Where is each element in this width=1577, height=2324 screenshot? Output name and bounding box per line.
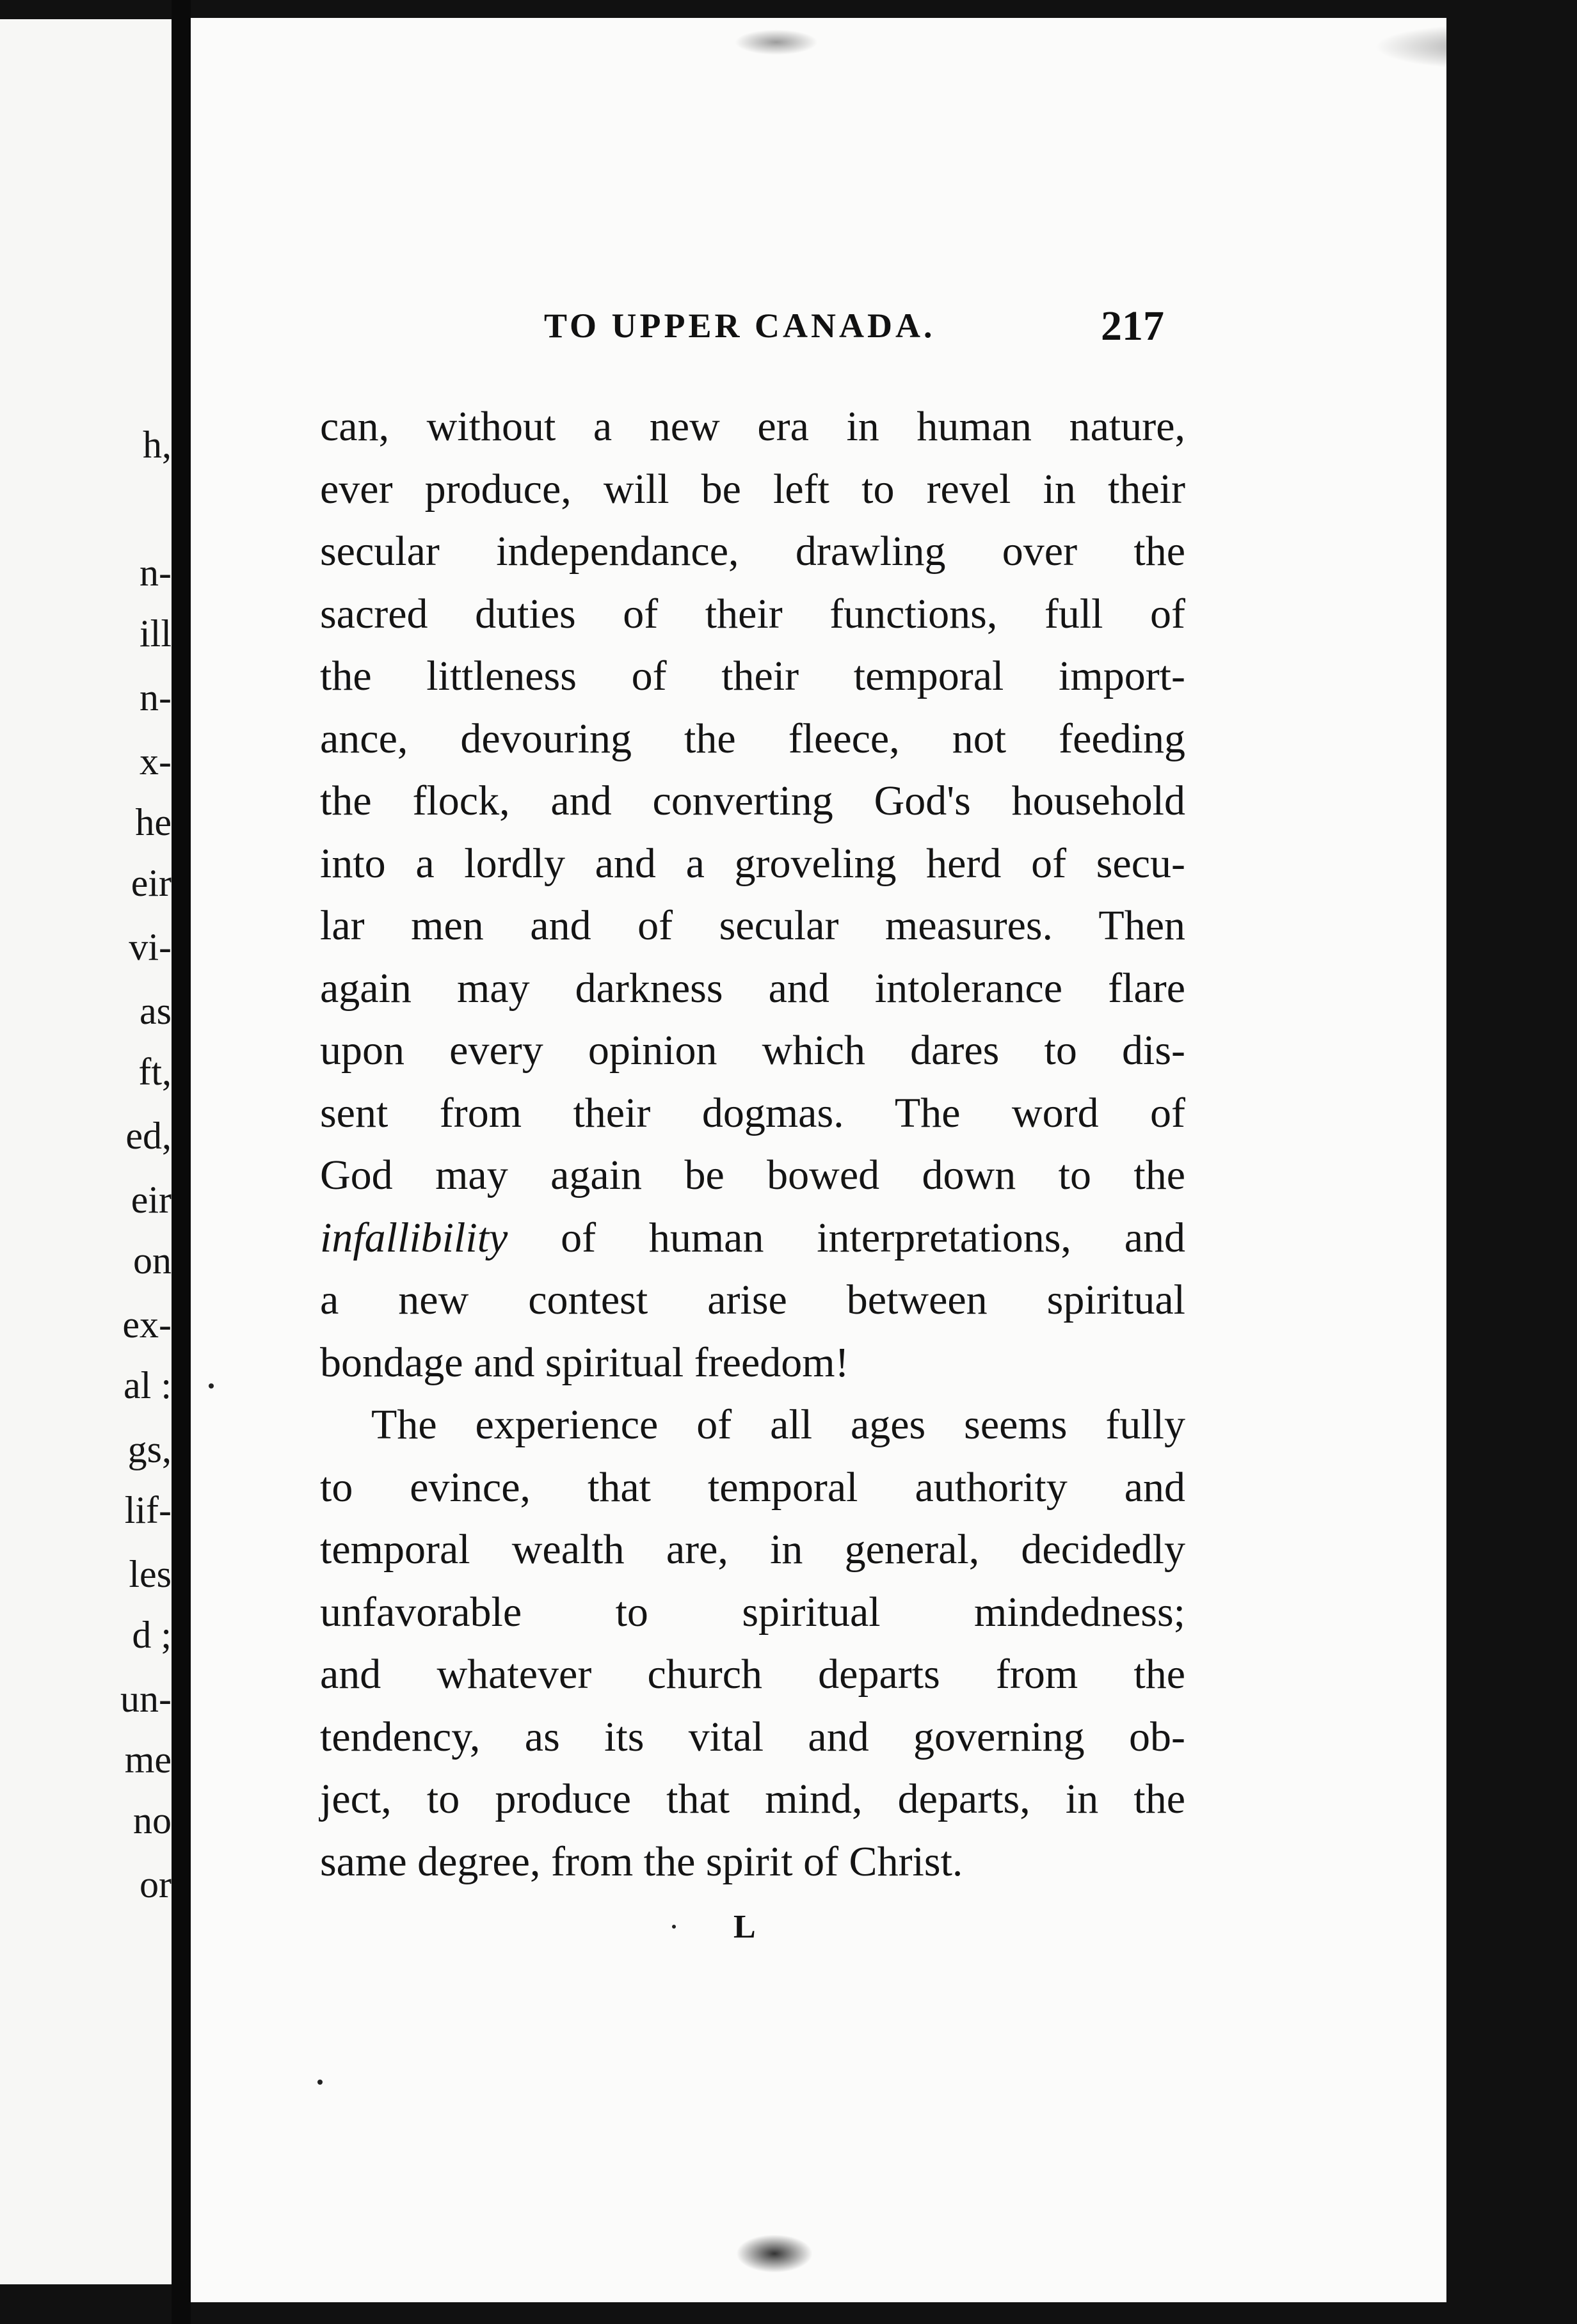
- left-page-fragment: lif-: [124, 1489, 172, 1531]
- text-line: bondage and spiritual freedom!: [320, 1339, 849, 1386]
- running-head: TO UPPER CANADA.: [544, 306, 936, 345]
- left-page-fragment: he: [135, 801, 172, 843]
- text-line: again may darkness and intolerance flare: [320, 964, 1185, 1012]
- text-line: to evince, that temporal authority and: [320, 1463, 1185, 1511]
- left-page-fragment: or: [140, 1863, 172, 1906]
- paper-stain: [1375, 24, 1446, 69]
- left-page-fragment: al :: [124, 1364, 172, 1406]
- left-page-fragment: no: [133, 1799, 172, 1842]
- text-line: The experience of all ages seems fully: [371, 1401, 1185, 1448]
- text-line: sent from their dogmas. The word of: [320, 1089, 1185, 1136]
- left-page-fragment: ex-: [122, 1303, 172, 1346]
- text-line: temporal wealth are, in general, decidedly: [320, 1526, 1185, 1573]
- left-page-fragment: me: [124, 1739, 172, 1781]
- left-page-fragment: vi-: [129, 926, 172, 968]
- paper-blemish: [736, 2234, 813, 2273]
- text-line: a new contest arise between spiritual: [320, 1277, 1185, 1323]
- paper-speck: [672, 1925, 676, 1929]
- facing-page-left: [0, 19, 172, 2284]
- text-line: ject, to produce that mind, departs, in the: [320, 1776, 1185, 1822]
- left-page-fragment: gs,: [127, 1428, 172, 1470]
- text-line: the flock, and converting God's household: [320, 777, 1185, 824]
- italic-word: infallibility: [320, 1214, 508, 1261]
- body-text: [320, 395, 1185, 1893]
- left-page-fragment: ed,: [125, 1115, 172, 1157]
- paper-stain: [735, 29, 818, 55]
- book-gutter: [172, 0, 191, 2324]
- text-line: same degree, from the spirit of Christ.: [320, 1838, 963, 1885]
- text-line: God may again be bowed down to the: [320, 1152, 1185, 1198]
- left-page-fragment: d ;: [132, 1614, 172, 1656]
- page-number: 217: [1101, 303, 1164, 349]
- left-page-fragment: un-: [120, 1678, 172, 1720]
- text-line-rest: of human interpretations, and: [508, 1214, 1185, 1261]
- left-page-fragment: ft,: [138, 1051, 172, 1093]
- text-line: the littleness of their temporal import-: [320, 653, 1185, 699]
- text-line: [320, 1207, 1185, 1269]
- text-line: into a lordly and a groveling herd of secu-: [320, 840, 1185, 887]
- left-page-fragment: ill: [139, 612, 172, 655]
- text-line: tendency, as its vital and governing ob-: [320, 1713, 1185, 1760]
- text-line: ance, devouring the fleece, not feeding: [320, 715, 1185, 762]
- left-page-fragment: eir: [131, 1179, 172, 1221]
- text-line: unfavorable to spiritual mindedness;: [320, 1588, 1185, 1636]
- left-page-fragment: as: [140, 990, 172, 1032]
- text-line: secular independance, drawling over the: [320, 528, 1185, 575]
- left-page-fragment: n-: [140, 552, 172, 594]
- text-line: upon every opinion which dares to dis-: [320, 1027, 1185, 1074]
- catchword-signature: L: [733, 1909, 756, 1945]
- left-page-fragment: les: [129, 1553, 172, 1595]
- left-page-fragment: n-: [140, 676, 172, 719]
- text-line: lar men and of secular measures. Then: [320, 902, 1185, 949]
- text-line: and whatever church departs from the: [320, 1651, 1185, 1698]
- text-line: ever produce, will be left to revel in their: [320, 465, 1185, 513]
- paper-speck: [209, 1383, 214, 1389]
- left-page-fragment: h,: [143, 424, 172, 466]
- left-page-fragment: eir: [131, 862, 172, 904]
- left-page-fragment: x-: [140, 740, 172, 783]
- text-line: can, without a new era in human nature,: [320, 403, 1185, 450]
- text-line: sacred duties of their functions, full of: [320, 590, 1185, 637]
- paper-speck: [317, 2080, 323, 2085]
- left-page-fragment: on: [133, 1239, 172, 1282]
